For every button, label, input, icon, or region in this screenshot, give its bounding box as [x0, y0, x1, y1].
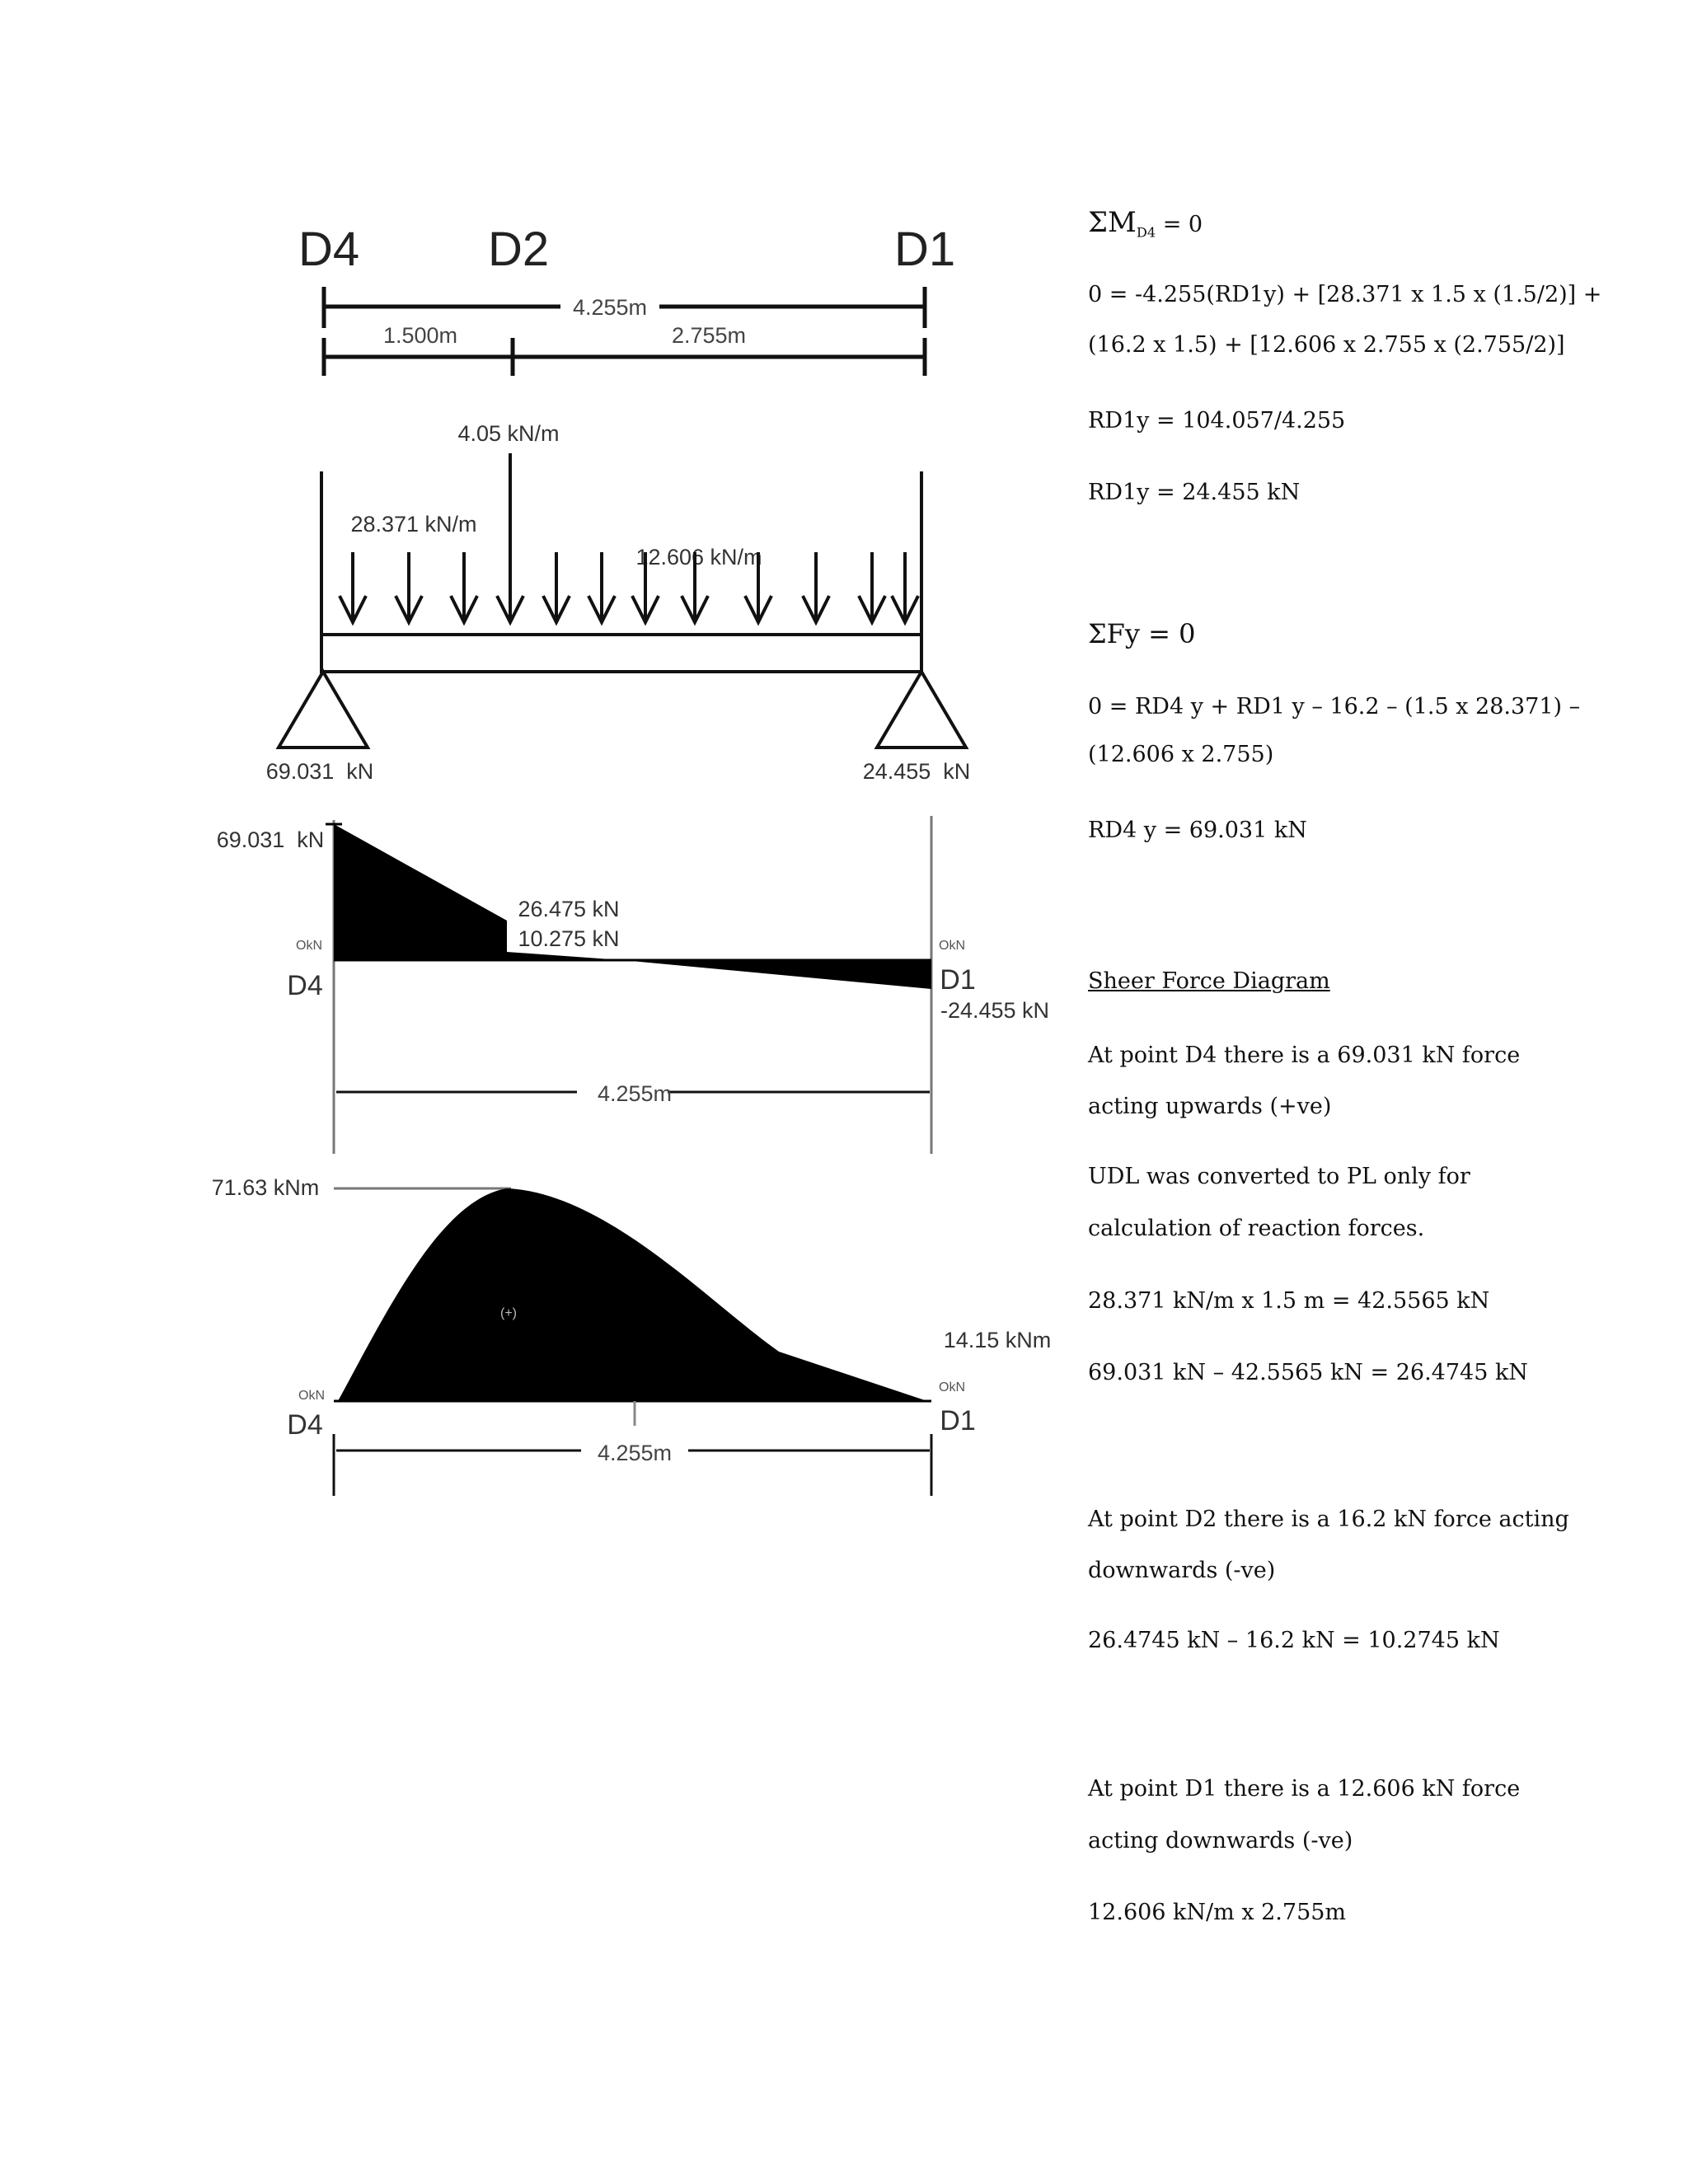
d4-text-line2: acting upwards (+ve) [1088, 1094, 1332, 1119]
bmd-max-label: 71.63 kNm [211, 1175, 320, 1200]
d4-text-line1: At point D4 there is a 69.031 kN force [1088, 1043, 1521, 1068]
force-eq-line1: 0 = RD4 y + RD1 y – 16.2 – (1.5 x 28.371) – [1088, 694, 1581, 719]
point-load-label: 4.05 kN/m [457, 421, 560, 446]
span-total-label: 4.255m [572, 295, 648, 320]
beam-analysis-figure [0, 0, 1080, 1525]
sfd-d4-label: D4 [287, 970, 323, 1001]
rd1-eq-line2: RD1y = 24.455 kN [1088, 480, 1301, 505]
moment-sum-rest: = 0 [1156, 212, 1203, 237]
force-sum-eq: ΣFy = 0 [1088, 618, 1196, 649]
udl-text-line2: calculation of reaction forces. [1088, 1216, 1425, 1241]
udl-left-label: 28.371 kN/m [350, 512, 477, 537]
d1-text-line1: At point D1 there is a 12.606 kN force [1088, 1776, 1521, 1802]
d1-text-line2: acting downwards (-ve) [1088, 1828, 1353, 1854]
moment-sum-sub: D4 [1136, 224, 1156, 241]
bmd-right-label: 14.15 kNm [943, 1328, 1052, 1352]
udl-text-line1: UDL was converted to PL only for [1088, 1164, 1470, 1189]
udl-arrow [892, 552, 918, 622]
beam-body [321, 635, 921, 672]
moment-sum-eq [1088, 206, 1203, 240]
udl-calc: 28.371 kN/m x 1.5 m = 42.5565 kN [1088, 1288, 1490, 1314]
sfd-d2-after: 10.275 kN [518, 926, 620, 951]
udl-arrow [588, 552, 615, 622]
shear-calc: 69.031 kN – 42.5565 kN = 26.4745 kN [1088, 1360, 1528, 1385]
sfd-span-label: 4.255m [597, 1081, 673, 1106]
udl-arrow [803, 552, 829, 622]
udl-arrow [451, 552, 477, 622]
sfd-d1-label: D1 [940, 964, 976, 996]
bmd-zero-left: OkN [298, 1389, 325, 1403]
bmd-span-label: 4.255m [597, 1441, 673, 1465]
point-load-arrow [497, 453, 523, 622]
sfd-negative-area [622, 960, 931, 989]
d2-text-line1: At point D2 there is a 16.2 kN force acting [1088, 1507, 1569, 1532]
label-d1-top: D1 [894, 223, 956, 276]
rd4-eq: RD4 y = 69.031 kN [1088, 818, 1307, 843]
sfd-d2-before: 26.475 kN [518, 897, 620, 921]
force-eq-line2: (12.606 x 2.755) [1088, 742, 1274, 767]
d2-calc: 26.4745 kN – 16.2 kN = 10.2745 kN [1088, 1628, 1500, 1653]
rd1-eq-line1: RD1y = 104.057/4.255 [1088, 408, 1346, 434]
reaction-left-label: 69.031 kN [265, 759, 374, 784]
udl-arrow [859, 552, 885, 622]
bmd-area [338, 1188, 927, 1401]
udl-arrows [340, 552, 918, 622]
reaction-right-label: 24.455 kN [862, 759, 971, 784]
sfd-heading: Sheer Force Diagram [1088, 968, 1330, 994]
moment-sum-main: ΣM [1088, 206, 1137, 239]
sfd-min-label: -24.455 kN [940, 998, 1050, 1023]
label-d2-top: D2 [488, 223, 550, 276]
span-left-label: 1.500m [382, 323, 458, 348]
udl-arrow [340, 552, 366, 622]
sfd-max-label: 69.031 kN [216, 827, 325, 852]
sfd-zero-right: OkN [939, 939, 965, 953]
span-right-label: 2.755m [671, 323, 747, 348]
d2-text-line2: downwards (-ve) [1088, 1558, 1276, 1583]
udl-right-label: 12.606 kN/m [635, 545, 762, 569]
udl-arrow [543, 552, 570, 622]
bmd-d1-label: D1 [940, 1405, 976, 1436]
udl-arrow [396, 552, 422, 622]
bmd-sign: (+) [500, 1306, 517, 1320]
sfd-zero-left: OkN [296, 939, 322, 953]
bmd-zero-right: OkN [939, 1380, 965, 1394]
support-left [279, 672, 368, 748]
support-right [877, 672, 966, 748]
moment-eq-line1: 0 = -4.255(RD1y) + [28.371 x 1.5 x (1.5/2)] + [1088, 282, 1602, 307]
label-d4-top: D4 [298, 223, 360, 276]
bmd-d4-label: D4 [287, 1409, 323, 1441]
moment-eq-line2: (16.2 x 1.5) + [12.606 x 2.755 x (2.755/2)] [1088, 332, 1565, 358]
d1-calc: 12.606 kN/m x 2.755m [1088, 1900, 1347, 1925]
beam-end-lines [321, 471, 921, 635]
